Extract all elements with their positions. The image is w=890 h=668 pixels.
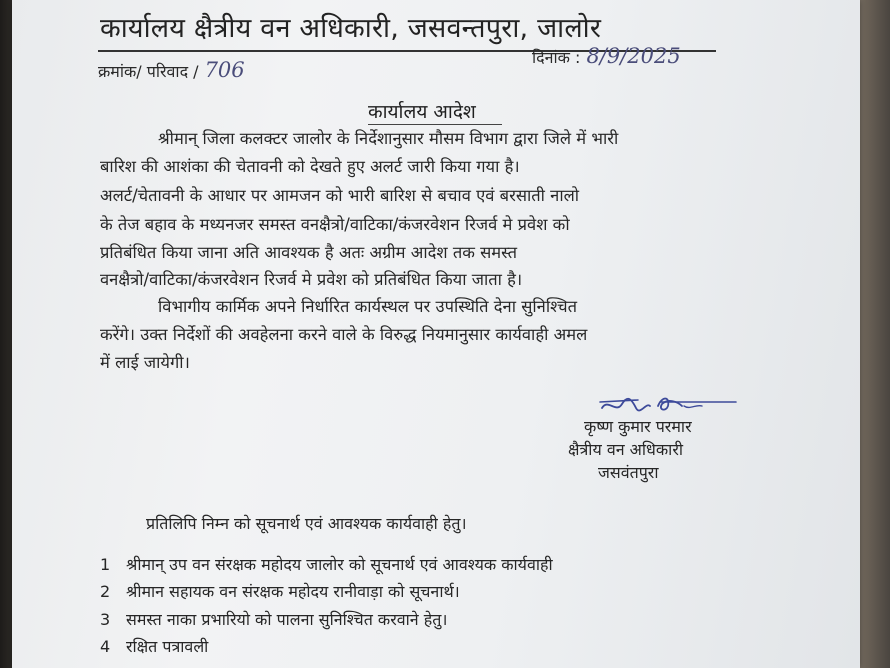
date-label: दिनांक :: [532, 48, 581, 67]
reference-label: क्रमांक/ परिवाद /: [98, 62, 199, 81]
copy-to-item: [100, 580, 460, 602]
order-line: वनक्षैत्रो/वाटिका/कंजरवेशन रिजर्व मे प्रवेश को प्रतिबंधित किया जाता है।: [100, 270, 523, 289]
office-title: कार्यालय क्षैत्रीय वन अधिकारी, जसवन्तपुरा, जालोर: [100, 13, 602, 44]
date-value: 8/9/2025: [586, 44, 681, 68]
copy-to-text: समस्त नाका प्रभारियो को पालना सुनिश्चित करवाने हेतु।: [126, 610, 448, 629]
copy-to-text: रक्षित पत्रावली: [126, 637, 209, 656]
order-line: प्रतिबंधित किया जाना अति आवश्यक है अतः अग्रीम आदेश तक समस्त: [100, 243, 517, 262]
order-line: विभागीय कार्मिक अपने निर्धारित कार्यस्थल पर उपस्थिति देना सुनिश्चित: [158, 297, 577, 316]
copy-to-heading: प्रतिलिपि निम्न को सूचनार्थ एवं आवश्यक कार्यवाही हेतु।: [146, 514, 467, 533]
reference-number: 706: [204, 58, 245, 82]
signatory-designation: क्षैत्रीय वन अधिकारी: [568, 440, 684, 459]
order-line: में लाई जायेगी।: [100, 353, 190, 372]
order-line: करेंगे। उक्त निर्देशों की अवहेलना करने वाले के विरुद्ध नियमानुसार कार्यवाही अमल: [100, 325, 588, 344]
copy-to-number: 2: [100, 582, 111, 601]
order-heading-underline: [368, 124, 502, 125]
copy-to-item: [100, 553, 553, 575]
copy-to-item: [100, 635, 208, 657]
order-line: के तेज बहाव के मध्यनजर समस्त वनक्षैत्रो/वाटिका/कंजरवेशन रिजर्व मे प्रवेश को: [100, 215, 570, 234]
reference-line: [98, 58, 245, 82]
copy-to-number: 3: [100, 610, 111, 629]
signatory-place: जसवंतपुरा: [598, 463, 659, 482]
copy-to-number: 4: [100, 637, 111, 656]
order-line: बारिश की आशंका की चेतावनी को देखते हुए अलर्ट जारी किया गया है।: [100, 157, 520, 176]
order-line: श्रीमान् जिला कलक्टर जालोर के निर्देशानुसार मौसम विभाग द्वारा जिले में भारी: [158, 129, 619, 148]
copy-to-number: 1: [100, 555, 111, 574]
copy-to-text: श्रीमान सहायक वन संरक्षक महोदय रानीवाड़ा को सूचनार्थ।: [126, 582, 460, 601]
office-order-document: [12, 0, 860, 668]
copy-to-text: श्रीमान् उप वन संरक्षक महोदय जालोर को सूचनार्थ एवं आवश्यक कार्यवाही: [126, 555, 553, 574]
signatory-name: कृष्ण कुमार परमार: [584, 417, 692, 436]
order-line: अलर्ट/चेतावनी के आधार पर आमजन को भारी बारिश से बचाव एवं बरसाती नालो: [100, 186, 580, 205]
copy-to-item: [100, 608, 447, 630]
order-heading: कार्यालय आदेश: [368, 101, 476, 123]
date-line: [532, 44, 681, 68]
